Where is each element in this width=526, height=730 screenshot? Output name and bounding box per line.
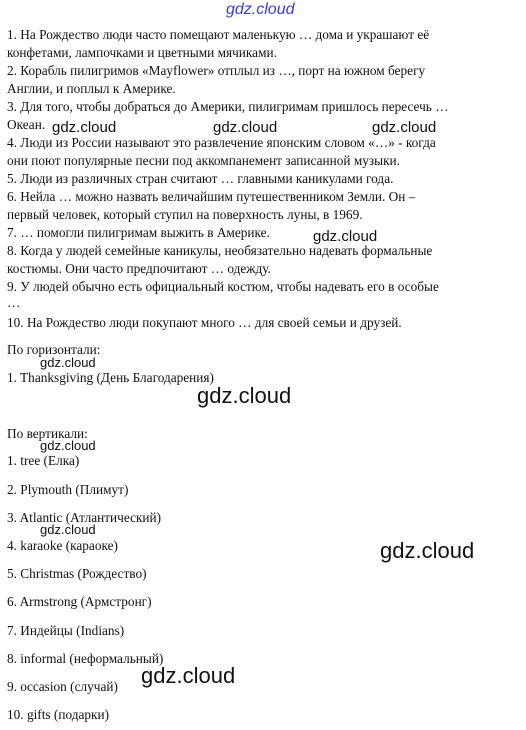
question-line: костюмы. Они часто предпочитают … одежду. [7,261,271,276]
question-line: 6. Нейла … можно назвать величайшим путешественником Земли. Он – [7,189,416,204]
question-line: 7. … помогли пилигримам выжить в Америке. [7,225,270,240]
question-line: первый человек, который ступил на поверхность луны, в 1969. [7,207,363,222]
watermark: gdz.cloud [40,355,96,370]
answer-item: 5. Christmas (Рождество) [7,566,147,581]
question-line: конфетами, лампочками и цветными мячиками. [7,45,277,60]
answer-item: 2. Plymouth (Плимут) [7,482,129,497]
section-heading-vertical: По вертикали: [7,426,88,441]
question-line: 9. У людей обычно есть официальный костюм, чтобы надевать его в особые [7,279,439,294]
answer-item: 3. Atlantic (Атлантический) [7,510,162,525]
question-line: Англии, и поплыл к Америке. [7,81,176,96]
watermark: gdz.cloud [380,538,475,563]
section-heading-horizontal: По горизонтали: [7,342,101,357]
answer-item: 4. karaoke (караоке) [7,538,118,553]
answer-item: 7. Индейцы (Indians) [7,623,125,638]
question-line: 3. Для того, чтобы добраться до Америки, пилигримам пришлось пересечь … [7,99,449,114]
question-line: 4. Люди из России называют это развлечение японским словом «…» - когда [7,135,436,150]
watermark: gdz.cloud [213,119,278,136]
question-line: 5. Люди из различных стран считают … главными каникулами года. [7,171,394,186]
question-line: 2. Корабль пилигримов «Mayflower» отплыл из …, порт на южном берегу [7,63,426,78]
question-line: они поют популярные песни под аккомпанемент записанной музыки. [7,153,400,168]
watermark: gdz.cloud [40,522,96,537]
answer-item: 1. tree (Елка) [7,453,80,468]
watermark: gdz.cloud [52,119,117,136]
watermark-top: gdz.cloud [226,1,295,18]
answer-item: 9. occasion (случай) [7,679,118,694]
question-line: 8. Когда у людей семейные каникулы, необязательно надевать формальные [7,243,433,258]
question-line: … [7,295,21,310]
question-line: 1. На Рождество люди часто помещают маленькую … дома и украшают её [7,27,430,42]
watermark: gdz.cloud [40,438,96,453]
answer-item: 8. informal (неформальный) [7,651,164,666]
answer-item: 1. Thanksgiving (День Благодарения) [7,370,214,385]
watermark: gdz.cloud [313,228,378,245]
watermark: gdz.cloud [372,119,437,136]
watermark: gdz.cloud [197,383,292,408]
watermark: gdz.cloud [141,663,236,688]
answer-item: 6. Armstrong (Армстронг) [7,594,152,609]
question-line: 10. На Рождество люди покупают много … для своей семьи и друзей. [7,315,402,330]
answer-item: 10. gifts (подарки) [7,707,110,722]
question-line: Океан. [7,117,46,132]
